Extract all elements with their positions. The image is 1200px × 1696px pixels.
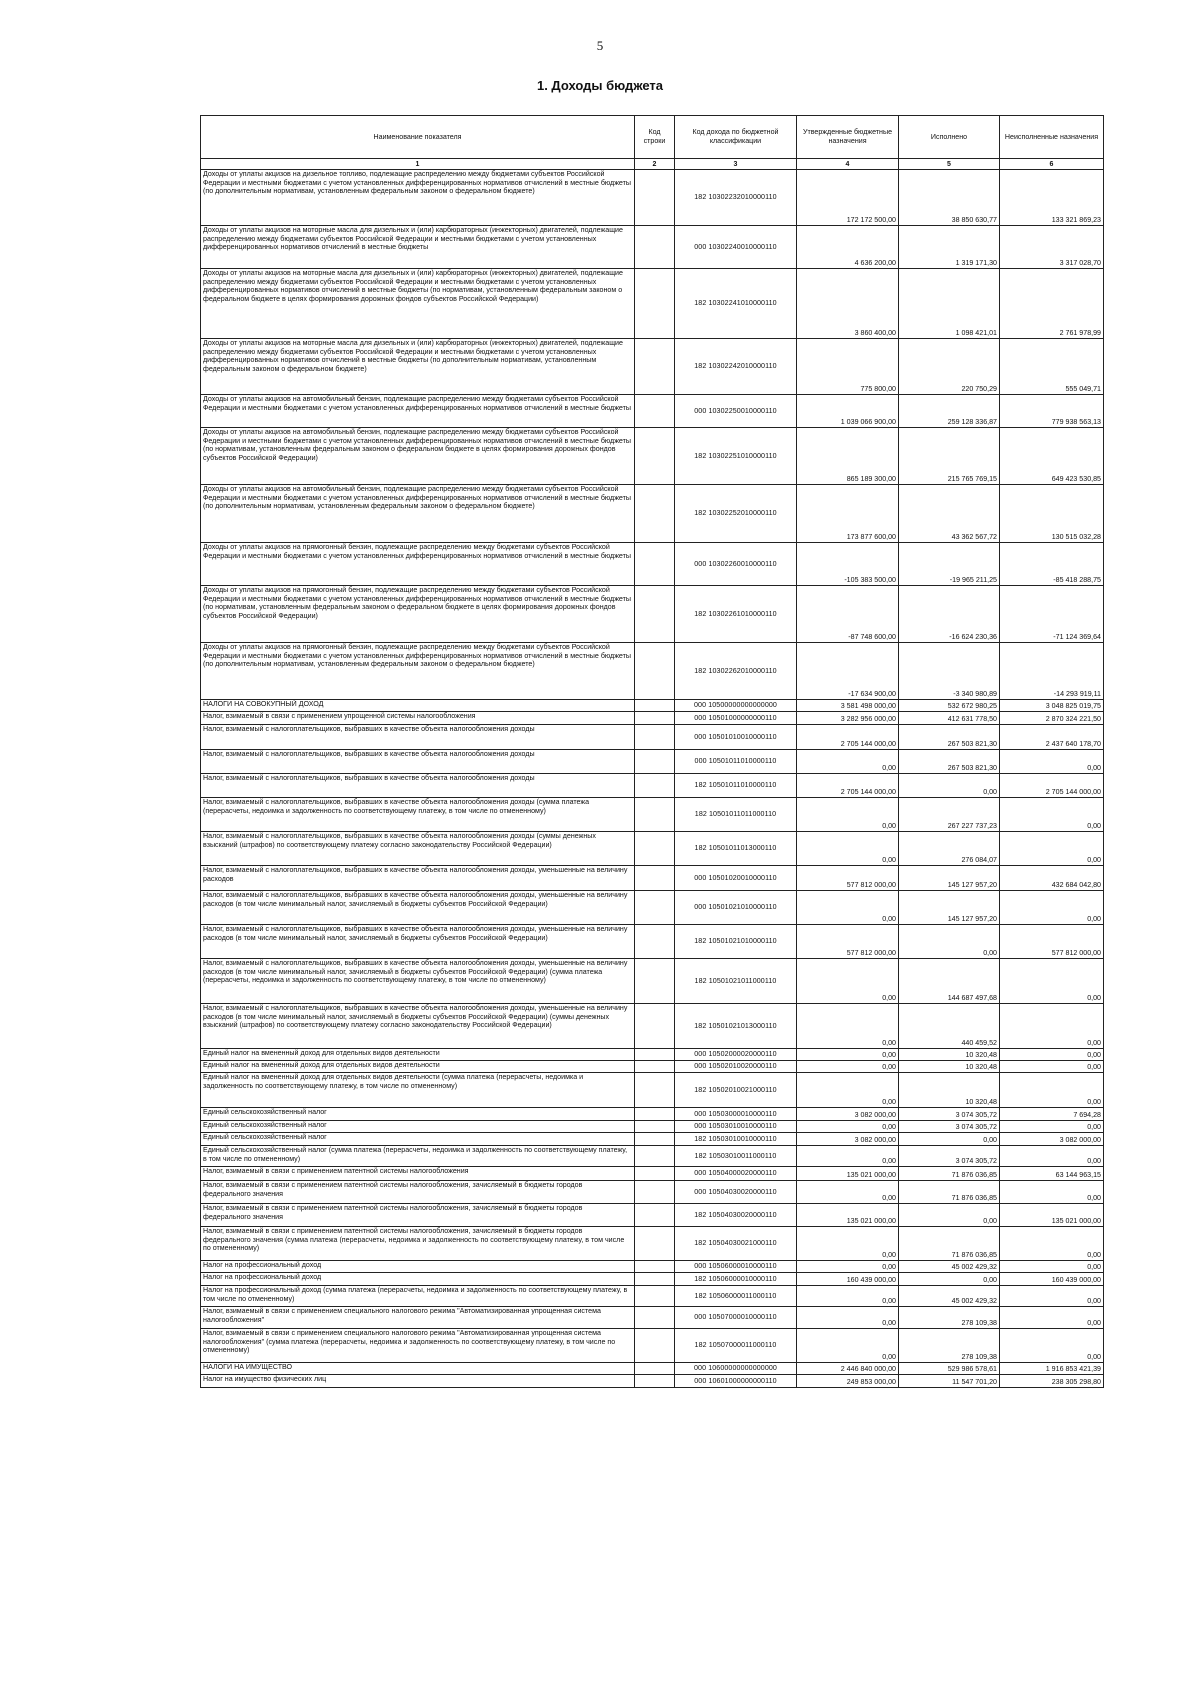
table-cell-executed: 1 098 421,01	[899, 269, 1000, 339]
table-cell-kbk: 000 10507000010000110	[675, 1307, 797, 1329]
table-cell-kbk: 182 10506000010000110	[675, 1273, 797, 1286]
table-cell-unexecuted: 0,00	[1000, 1181, 1104, 1204]
table-cell-approved: 3 581 498 000,00	[797, 700, 899, 712]
table-cell-line-code	[635, 1273, 675, 1286]
table-cell-unexecuted: 3 048 825 019,75	[1000, 700, 1104, 712]
table-row	[201, 1181, 1104, 1204]
table-cell-unexecuted: 2 870 324 221,50	[1000, 712, 1104, 725]
table-cell-line-code	[635, 725, 675, 750]
table-cell-approved: 0,00	[797, 1073, 899, 1108]
table-row	[201, 1049, 1104, 1061]
table-cell-kbk: 182 10501011011000110	[675, 798, 797, 832]
table-cell-executed: 3 074 305,72	[899, 1108, 1000, 1121]
table-cell-executed: 145 127 957,20	[899, 891, 1000, 925]
table-cell-kbk: 182 10503010011000110	[675, 1146, 797, 1167]
table-cell-unexecuted: 0,00	[1000, 798, 1104, 832]
table-cell-line-code	[635, 1108, 675, 1121]
table-cell-approved: 4 636 200,00	[797, 226, 899, 269]
table-row	[201, 1004, 1104, 1049]
table-cell-approved: 865 189 300,00	[797, 428, 899, 485]
table-row	[201, 832, 1104, 866]
table-cell-name: Налог, взимаемый с налогоплательщиков, выбравших в качестве объекта налогообложения доходы, уменьшенные на величину расходов (в том числе минимальный налог, зачисляемый в бюджеты субъектов Российской Федерации) (сумма платежа (перерасчеты, недоимка и задолженность по соответствующему платежу, в том числе по отмененному)	[201, 959, 635, 1004]
table-cell-name: Налог, взимаемый с налогоплательщиков, выбравших в качестве объекта налогообложения доходы (сумма платежа (перерасчеты, недоимка и задолженность по соответствующему платежу, в том числе по отмененному)	[201, 798, 635, 832]
table-row	[201, 959, 1104, 1004]
table-cell-name: Налог, взимаемый с налогоплательщиков, выбравших в качестве объекта налогообложения доходы	[201, 774, 635, 798]
column-number: 4	[797, 159, 899, 170]
table-cell-line-code	[635, 832, 675, 866]
table-cell-approved: 0,00	[797, 832, 899, 866]
table-cell-line-code	[635, 1073, 675, 1108]
table-row	[201, 1073, 1104, 1108]
table-cell-name: НАЛОГИ НА ИМУЩЕСТВО	[201, 1363, 635, 1375]
table-cell-approved: 2 705 144 000,00	[797, 725, 899, 750]
table-cell-kbk: 000 10302250010000110	[675, 395, 797, 428]
page-title: 1. Доходы бюджета	[536, 78, 664, 93]
table-cell-line-code	[635, 1049, 675, 1061]
table-cell-approved: 135 021 000,00	[797, 1204, 899, 1227]
page-number: 5	[596, 38, 604, 53]
table-cell-line-code	[635, 750, 675, 774]
table-cell-executed: 276 084,07	[899, 832, 1000, 866]
table-cell-unexecuted: 160 439 000,00	[1000, 1273, 1104, 1286]
table-cell-name: Налог, взимаемый с налогоплательщиков, выбравших в качестве объекта налогообложения доходы, уменьшенные на величину расходов (в том числе минимальный налог, зачисляемый в бюджеты субъектов Российской Федерации)	[201, 925, 635, 959]
table-cell-approved: 0,00	[797, 1004, 899, 1049]
table-cell-line-code	[635, 339, 675, 395]
table-row	[201, 1273, 1104, 1286]
table-cell-executed: 267 503 821,30	[899, 750, 1000, 774]
table-row	[201, 1121, 1104, 1133]
table-cell-unexecuted: 555 049,71	[1000, 339, 1104, 395]
table-cell-unexecuted: 2 437 640 178,70	[1000, 725, 1104, 750]
table-cell-kbk: 182 10302251010000110	[675, 428, 797, 485]
table-cell-unexecuted: 779 938 563,13	[1000, 395, 1104, 428]
table-row	[201, 586, 1104, 643]
table-cell-approved: 173 877 600,00	[797, 485, 899, 543]
table-cell-kbk: 000 10506000010000110	[675, 1261, 797, 1273]
table-cell-line-code	[635, 428, 675, 485]
table-row	[201, 750, 1104, 774]
table-cell-name: Налог на имущество физических лиц	[201, 1375, 635, 1388]
table-row	[201, 395, 1104, 428]
table-cell-approved: 775 800,00	[797, 339, 899, 395]
table-cell-line-code	[635, 774, 675, 798]
table-cell-approved: 0,00	[797, 1329, 899, 1363]
table-cell-name: Налог на профессиональный доход	[201, 1273, 635, 1286]
table-cell-name: Налог на профессиональный доход	[201, 1261, 635, 1273]
table-cell-line-code	[635, 1307, 675, 1329]
table-cell-approved: 3 082 000,00	[797, 1108, 899, 1121]
table-cell-kbk: 000 10504000020000110	[675, 1167, 797, 1181]
table-cell-kbk: 000 10601000000000110	[675, 1375, 797, 1388]
table-cell-line-code	[635, 1363, 675, 1375]
table-cell-line-code	[635, 1133, 675, 1146]
table-cell-executed: 45 002 429,32	[899, 1261, 1000, 1273]
table-row	[201, 1108, 1104, 1121]
table-cell-line-code	[635, 1261, 675, 1273]
table-cell-kbk: 000 10501011010000110	[675, 750, 797, 774]
table-cell-executed: 43 362 567,72	[899, 485, 1000, 543]
table-cell-executed: 71 876 036,85	[899, 1181, 1000, 1204]
table-row	[201, 925, 1104, 959]
table-cell-name: Единый сельскохозяйственный налог	[201, 1133, 635, 1146]
table-cell-approved: -105 383 500,00	[797, 543, 899, 586]
table-cell-unexecuted: 3 317 028,70	[1000, 226, 1104, 269]
table-cell-executed: 10 320,48	[899, 1061, 1000, 1073]
table-cell-kbk: 000 10503000010000110	[675, 1108, 797, 1121]
table-row	[201, 1329, 1104, 1363]
table-cell-unexecuted: 0,00	[1000, 1286, 1104, 1307]
table-row	[201, 1261, 1104, 1273]
table-cell-kbk: 182 10501021013000110	[675, 1004, 797, 1049]
table-cell-unexecuted: 0,00	[1000, 1121, 1104, 1133]
table-cell-approved: 3 282 956 000,00	[797, 712, 899, 725]
header-executed: Исполнено	[899, 116, 1000, 159]
table-cell-executed: 278 109,38	[899, 1307, 1000, 1329]
table-cell-kbk: 000 10504030020000110	[675, 1181, 797, 1204]
table-cell-approved: 1 039 066 900,00	[797, 395, 899, 428]
table-cell-executed: 45 002 429,32	[899, 1286, 1000, 1307]
table-cell-name: Налог, взимаемый с налогоплательщиков, выбравших в качестве объекта налогообложения доходы	[201, 750, 635, 774]
table-row	[201, 1167, 1104, 1181]
table-cell-executed: 215 765 769,15	[899, 428, 1000, 485]
table-cell-executed: 71 876 036,85	[899, 1227, 1000, 1261]
table-cell-line-code	[635, 226, 675, 269]
table-cell-name: Единый сельскохозяйственный налог	[201, 1108, 635, 1121]
table-cell-approved: 577 812 000,00	[797, 925, 899, 959]
table-body	[201, 170, 1104, 1388]
table-cell-executed: 529 986 578,61	[899, 1363, 1000, 1375]
table-cell-line-code	[635, 1146, 675, 1167]
column-number: 5	[899, 159, 1000, 170]
table-cell-line-code	[635, 1004, 675, 1049]
table-cell-line-code	[635, 269, 675, 339]
table-cell-unexecuted: 0,00	[1000, 891, 1104, 925]
table-cell-line-code	[635, 485, 675, 543]
table-cell-unexecuted: 649 423 530,85	[1000, 428, 1104, 485]
table-cell-line-code	[635, 700, 675, 712]
table-cell-kbk: 000 10501010010000110	[675, 725, 797, 750]
table-cell-executed: 220 750,29	[899, 339, 1000, 395]
table-cell-approved: 0,00	[797, 1146, 899, 1167]
table-cell-name: Налог на профессиональный доход (сумма платежа (перерасчеты, недоимка и задолженность по соответствующему платежу, в том числе по отмененному)	[201, 1286, 635, 1307]
table-cell-unexecuted: 0,00	[1000, 1146, 1104, 1167]
table-cell-name: Налог, взимаемый с налогоплательщиков, выбравших в качестве объекта налогообложения доходы, уменьшенные на величину расходов	[201, 866, 635, 891]
table-cell-approved: 135 021 000,00	[797, 1167, 899, 1181]
table-cell-approved: 0,00	[797, 1181, 899, 1204]
table-cell-name: Доходы от уплаты акцизов на дизельное топливо, подлежащие распределению между бюджетами субъектов Российской Федерации и местными бюджетами с учетом установленных дифференцированных нормативов отчислений в местные бюджеты (по дополнительным нормативам, установленным федеральным законом о федеральном бюджете)	[201, 170, 635, 226]
table-cell-unexecuted: 63 144 963,15	[1000, 1167, 1104, 1181]
table-cell-kbk: 182 10506000011000110	[675, 1286, 797, 1307]
table-cell-kbk: 000 10502000020000110	[675, 1049, 797, 1061]
table-cell-line-code	[635, 586, 675, 643]
header-unexecuted: Неисполненные назначения	[1000, 116, 1104, 159]
table-cell-line-code	[635, 891, 675, 925]
table-row	[201, 866, 1104, 891]
table-cell-line-code	[635, 866, 675, 891]
table-cell-kbk: 182 10302261010000110	[675, 586, 797, 643]
table-cell-name: Налог, взимаемый в связи с применением специального налогового режима "Автоматизированная упрощенная система налогообложения"	[201, 1307, 635, 1329]
table-cell-line-code	[635, 395, 675, 428]
table-cell-executed: 0,00	[899, 774, 1000, 798]
table-cell-kbk: 182 10302252010000110	[675, 485, 797, 543]
table-cell-kbk: 182 10302232010000110	[675, 170, 797, 226]
table-cell-kbk: 000 10501021010000110	[675, 891, 797, 925]
table-row	[201, 543, 1104, 586]
table-cell-kbk: 182 10501021010000110	[675, 925, 797, 959]
table-cell-kbk: 182 10504030021000110	[675, 1227, 797, 1261]
table-cell-name: Единый налог на вмененный доход для отдельных видов деятельности	[201, 1049, 635, 1061]
table-cell-name: Доходы от уплаты акцизов на моторные масла для дизельных и (или) карбюраторных (инжекторных) двигателей, подлежащие распределению между бюджетами субъектов Российской Федерации и местными бюджетами с учетом установленных дифференцированных нормативов отчислений в местные бюджеты (по нормативам, установленным федеральным законом о федеральном бюджете в целях формирования дорожных фондов субъектов Российской Федерации)	[201, 269, 635, 339]
column-number-row	[201, 159, 1104, 170]
table-cell-unexecuted: 1 916 853 421,39	[1000, 1363, 1104, 1375]
header-kbk: Код дохода по бюджетной классификации	[675, 116, 797, 159]
table-row	[201, 798, 1104, 832]
table-cell-unexecuted: 0,00	[1000, 832, 1104, 866]
table-cell-approved: 0,00	[797, 1227, 899, 1261]
table-cell-executed: 278 109,38	[899, 1329, 1000, 1363]
table-cell-executed: 3 074 305,72	[899, 1146, 1000, 1167]
table-cell-executed: 3 074 305,72	[899, 1121, 1000, 1133]
table-cell-executed: 11 547 701,20	[899, 1375, 1000, 1388]
table-cell-unexecuted: 3 082 000,00	[1000, 1133, 1104, 1146]
table-cell-unexecuted: 0,00	[1000, 1261, 1104, 1273]
table-cell-approved: 0,00	[797, 1286, 899, 1307]
table-row	[201, 1363, 1104, 1375]
table-cell-approved: 160 439 000,00	[797, 1273, 899, 1286]
table-cell-name: Доходы от уплаты акцизов на автомобильный бензин, подлежащие распределению между бюджетами субъектов Российской Федерации и местными бюджетами с учетом установленных дифференцированных нормативов отчислений в местные бюджеты (по нормативам, установленным федеральным законом о федеральном бюджете в целях формирования дорожных фондов субъектов Российской Федерации)	[201, 428, 635, 485]
table-cell-approved: 249 853 000,00	[797, 1375, 899, 1388]
table-cell-unexecuted: 0,00	[1000, 1329, 1104, 1363]
table-cell-unexecuted: 135 021 000,00	[1000, 1204, 1104, 1227]
table-row	[201, 226, 1104, 269]
table-cell-unexecuted: -85 418 288,75	[1000, 543, 1104, 586]
table-cell-kbk: 182 10501011010000110	[675, 774, 797, 798]
table-cell-executed: 10 320,48	[899, 1073, 1000, 1108]
table-cell-unexecuted: 0,00	[1000, 1004, 1104, 1049]
table-cell-name: Единый сельскохозяйственный налог (сумма платежа (перерасчеты, недоимка и задолженность по соответствующему платежу, в том числе по отмененному)	[201, 1146, 635, 1167]
table-cell-executed: 259 128 336,87	[899, 395, 1000, 428]
table-cell-approved: -87 748 600,00	[797, 586, 899, 643]
table-cell-kbk: 182 10501021011000110	[675, 959, 797, 1004]
table-cell-executed: 1 319 171,30	[899, 226, 1000, 269]
table-cell-executed: 144 687 497,68	[899, 959, 1000, 1004]
table-cell-line-code	[635, 1227, 675, 1261]
header-name: Наименование показателя	[201, 116, 635, 159]
table-cell-kbk: 182 10302241010000110	[675, 269, 797, 339]
table-cell-unexecuted: 0,00	[1000, 750, 1104, 774]
table-cell-name: Налог, взимаемый с налогоплательщиков, выбравших в качестве объекта налогообложения доходы, уменьшенные на величину расходов (в том числе минимальный налог, зачисляемый в бюджеты субъектов Российской Федерации)	[201, 891, 635, 925]
table-cell-line-code	[635, 1204, 675, 1227]
table-cell-approved: 0,00	[797, 1061, 899, 1073]
table-cell-unexecuted: -14 293 919,11	[1000, 643, 1104, 700]
table-cell-line-code	[635, 712, 675, 725]
table-row	[201, 1286, 1104, 1307]
table-cell-name: Налог, взимаемый в связи с применением специального налогового режима "Автоматизированная упрощенная система налогообложения" (сумма платежа (перерасчеты, недоимка и задолженность по соответствующему платежу, в том числе по отмененному)	[201, 1329, 635, 1363]
table-row	[201, 428, 1104, 485]
header-line-code: Код строки	[635, 116, 675, 159]
table-cell-name: Налог, взимаемый в связи с применением упрощенной системы налогообложения	[201, 712, 635, 725]
table-row	[201, 891, 1104, 925]
table-cell-executed: 532 672 980,25	[899, 700, 1000, 712]
table-cell-unexecuted: 0,00	[1000, 1307, 1104, 1329]
table-cell-unexecuted: 2 761 978,99	[1000, 269, 1104, 339]
table-cell-approved: -17 634 900,00	[797, 643, 899, 700]
table-row	[201, 269, 1104, 339]
column-number: 3	[675, 159, 797, 170]
table-cell-unexecuted: 133 321 869,23	[1000, 170, 1104, 226]
table-cell-name: Единый налог на вмененный доход для отдельных видов деятельности	[201, 1061, 635, 1073]
table-cell-executed: 440 459,52	[899, 1004, 1000, 1049]
table-cell-line-code	[635, 543, 675, 586]
column-number: 1	[201, 159, 635, 170]
table-row	[201, 339, 1104, 395]
table-row	[201, 643, 1104, 700]
table-cell-approved: 0,00	[797, 1307, 899, 1329]
table-cell-kbk: 182 10502010021000110	[675, 1073, 797, 1108]
table-row	[201, 700, 1104, 712]
table-cell-unexecuted: 0,00	[1000, 1227, 1104, 1261]
table-row	[201, 1307, 1104, 1329]
table-cell-kbk: 000 10302240010000110	[675, 226, 797, 269]
budget-revenue-table	[200, 115, 1104, 1388]
table-cell-line-code	[635, 1167, 675, 1181]
header-approved: Утвержденные бюджетные назначения	[797, 116, 899, 159]
table-cell-name: Доходы от уплаты акцизов на автомобильный бензин, подлежащие распределению между бюджетами субъектов Российской Федерации и местными бюджетами с учетом установленных дифференцированных нормативов отчислений в местные бюджеты (по дополнительным нормативам, установленным федеральным законом о федеральном бюджете)	[201, 485, 635, 543]
table-cell-unexecuted: -71 124 369,64	[1000, 586, 1104, 643]
table-row	[201, 1133, 1104, 1146]
table-cell-kbk: 000 10500000000000000	[675, 700, 797, 712]
table-cell-executed: 38 850 630,77	[899, 170, 1000, 226]
table-cell-kbk: 182 10507000011000110	[675, 1329, 797, 1363]
table-cell-executed: 267 227 737,23	[899, 798, 1000, 832]
table-cell-name: Налог, взимаемый с налогоплательщиков, выбравших в качестве объекта налогообложения доходы (суммы денежных взысканий (штрафов) по соответствующему платежу согласно законодательству Российской Федерации)	[201, 832, 635, 866]
table-cell-line-code	[635, 1329, 675, 1363]
table-row	[201, 774, 1104, 798]
table-cell-approved: 3 860 400,00	[797, 269, 899, 339]
table-cell-executed: 71 876 036,85	[899, 1167, 1000, 1181]
table-cell-executed: -3 340 980,89	[899, 643, 1000, 700]
table-cell-approved: 0,00	[797, 959, 899, 1004]
table-cell-kbk: 182 10302262010000110	[675, 643, 797, 700]
table-row	[201, 1204, 1104, 1227]
table-cell-name: Налог, взимаемый в связи с применением патентной системы налогообложения	[201, 1167, 635, 1181]
table-cell-name: Налог, взимаемый с налогоплательщиков, выбравших в качестве объекта налогообложения доходы, уменьшенные на величину расходов (в том числе минимальный налог, зачисляемый в бюджеты субъектов Российской Федерации) (суммы денежных взысканий (штрафов) по соответствующему платежу согласно законодательству Российской Федерации)	[201, 1004, 635, 1049]
table-cell-name: Доходы от уплаты акцизов на автомобильный бензин, подлежащие распределению между бюджетами субъектов Российской Федерации и местными бюджетами с учетом установленных дифференцированных нормативов отчислений в местные бюджеты	[201, 395, 635, 428]
table-cell-name: Единый налог на вмененный доход для отдельных видов деятельности (сумма платежа (перерасчеты, недоимка и задолженность по соответствующему платежу, в том числе по отмененному)	[201, 1073, 635, 1108]
table-row	[201, 170, 1104, 226]
table-cell-executed: -16 624 230,36	[899, 586, 1000, 643]
table-cell-executed: 0,00	[899, 925, 1000, 959]
table-cell-executed: 0,00	[899, 1204, 1000, 1227]
table-cell-executed: 145 127 957,20	[899, 866, 1000, 891]
table-cell-executed: 0,00	[899, 1133, 1000, 1146]
table-cell-line-code	[635, 170, 675, 226]
table-cell-approved: 172 172 500,00	[797, 170, 899, 226]
table-cell-executed: 0,00	[899, 1273, 1000, 1286]
table-cell-kbk: 182 10302242010000110	[675, 339, 797, 395]
table-cell-approved: 0,00	[797, 1261, 899, 1273]
table-cell-kbk: 000 10503010010000110	[675, 1121, 797, 1133]
table-cell-line-code	[635, 1181, 675, 1204]
table-cell-unexecuted: 130 515 032,28	[1000, 485, 1104, 543]
table-cell-name: Доходы от уплаты акцизов на моторные масла для дизельных и (или) карбюраторных (инжекторных) двигателей, подлежащие распределению между бюджетами субъектов Российской Федерации и местными бюджетами с учетом установленных дифференцированных нормативов отчислений в местные бюджеты (по дополнительным нормативам, установленным федеральным законом о федеральном бюджете)	[201, 339, 635, 395]
table-row	[201, 485, 1104, 543]
table-cell-approved: 0,00	[797, 891, 899, 925]
table-cell-line-code	[635, 1375, 675, 1388]
table-cell-name: НАЛОГИ НА СОВОКУПНЫЙ ДОХОД	[201, 700, 635, 712]
table-cell-name: Единый сельскохозяйственный налог	[201, 1121, 635, 1133]
table-cell-line-code	[635, 925, 675, 959]
table-cell-name: Налог, взимаемый в связи с применением патентной системы налогообложения, зачисляемый в бюджеты городов федерального значения	[201, 1204, 635, 1227]
table-cell-kbk: 182 10501011013000110	[675, 832, 797, 866]
table-cell-line-code	[635, 798, 675, 832]
table-cell-unexecuted: 238 305 298,80	[1000, 1375, 1104, 1388]
column-number: 6	[1000, 159, 1104, 170]
table-row	[201, 1375, 1104, 1388]
table-cell-unexecuted: 0,00	[1000, 959, 1104, 1004]
table-row	[201, 1146, 1104, 1167]
table-cell-unexecuted: 432 684 042,80	[1000, 866, 1104, 891]
table-row	[201, 712, 1104, 725]
table-cell-unexecuted: 0,00	[1000, 1073, 1104, 1108]
table-cell-line-code	[635, 1286, 675, 1307]
table-cell-unexecuted: 0,00	[1000, 1061, 1104, 1073]
table-cell-approved: 577 812 000,00	[797, 866, 899, 891]
table-cell-name: Налог, взимаемый в связи с применением патентной системы налогообложения, зачисляемый в бюджеты городов федерального значения (сумма платежа (перерасчеты, недоимка и задолженность по соответствующему платежу, в том числе по отмененному)	[201, 1227, 635, 1261]
table-cell-kbk: 000 10501020010000110	[675, 866, 797, 891]
table-header-row	[201, 116, 1104, 159]
table-row	[201, 1061, 1104, 1073]
table-cell-kbk: 000 10302260010000110	[675, 543, 797, 586]
table-cell-unexecuted: 2 705 144 000,00	[1000, 774, 1104, 798]
table-cell-name: Доходы от уплаты акцизов на моторные масла для дизельных и (или) карбюраторных (инжекторных) двигателей, подлежащие распределению между бюджетами субъектов Российской Федерации и местными бюджетами с учетом установленных дифференцированных нормативов отчислений в местные бюджеты	[201, 226, 635, 269]
table-cell-line-code	[635, 643, 675, 700]
table-cell-executed: 412 631 778,50	[899, 712, 1000, 725]
table-cell-unexecuted: 7 694,28	[1000, 1108, 1104, 1121]
table-cell-unexecuted: 577 812 000,00	[1000, 925, 1104, 959]
table-cell-line-code	[635, 1061, 675, 1073]
table-cell-kbk: 182 10504030020000110	[675, 1204, 797, 1227]
table-cell-executed: 10 320,48	[899, 1049, 1000, 1061]
table-cell-approved: 3 082 000,00	[797, 1133, 899, 1146]
table-cell-line-code	[635, 1121, 675, 1133]
table-cell-kbk: 182 10503010010000110	[675, 1133, 797, 1146]
table-cell-name: Доходы от уплаты акцизов на прямогонный бензин, подлежащие распределению между бюджетами субъектов Российской Федерации и местными бюджетами с учетом установленных дифференцированных нормативов отчислений в местные бюджеты (по дополнительным нормативам, установленным федеральным законом о федеральном бюджете)	[201, 643, 635, 700]
table-cell-kbk: 000 10501000000000110	[675, 712, 797, 725]
table-cell-approved: 2 705 144 000,00	[797, 774, 899, 798]
table-cell-name: Доходы от уплаты акцизов на прямогонный бензин, подлежащие распределению между бюджетами субъектов Российской Федерации и местными бюджетами с учетом установленных дифференцированных нормативов отчислений в местные бюджеты (по нормативам, установленным федеральным законом о федеральном бюджете в целях формирования дорожных фондов субъектов Российской Федерации)	[201, 586, 635, 643]
table-cell-name: Доходы от уплаты акцизов на прямогонный бензин, подлежащие распределению между бюджетами субъектов Российской Федерации и местными бюджетами с учетом установленных дифференцированных нормативов отчислений в местные бюджеты	[201, 543, 635, 586]
table-cell-approved: 0,00	[797, 1049, 899, 1061]
table-cell-approved: 2 446 840 000,00	[797, 1363, 899, 1375]
table-cell-unexecuted: 0,00	[1000, 1049, 1104, 1061]
table-row	[201, 725, 1104, 750]
table-cell-name: Налог, взимаемый в связи с применением патентной системы налогообложения, зачисляемый в бюджеты городов федерального значения	[201, 1181, 635, 1204]
table-cell-executed: -19 965 211,25	[899, 543, 1000, 586]
table-cell-approved: 0,00	[797, 798, 899, 832]
table-cell-kbk: 000 10600000000000000	[675, 1363, 797, 1375]
table-cell-kbk: 000 10502010020000110	[675, 1061, 797, 1073]
table-cell-approved: 0,00	[797, 1121, 899, 1133]
table-row	[201, 1227, 1104, 1261]
table-cell-line-code	[635, 959, 675, 1004]
table-cell-approved: 0,00	[797, 750, 899, 774]
table-cell-executed: 267 503 821,30	[899, 725, 1000, 750]
table-cell-name: Налог, взимаемый с налогоплательщиков, выбравших в качестве объекта налогообложения доходы	[201, 725, 635, 750]
column-number: 2	[635, 159, 675, 170]
